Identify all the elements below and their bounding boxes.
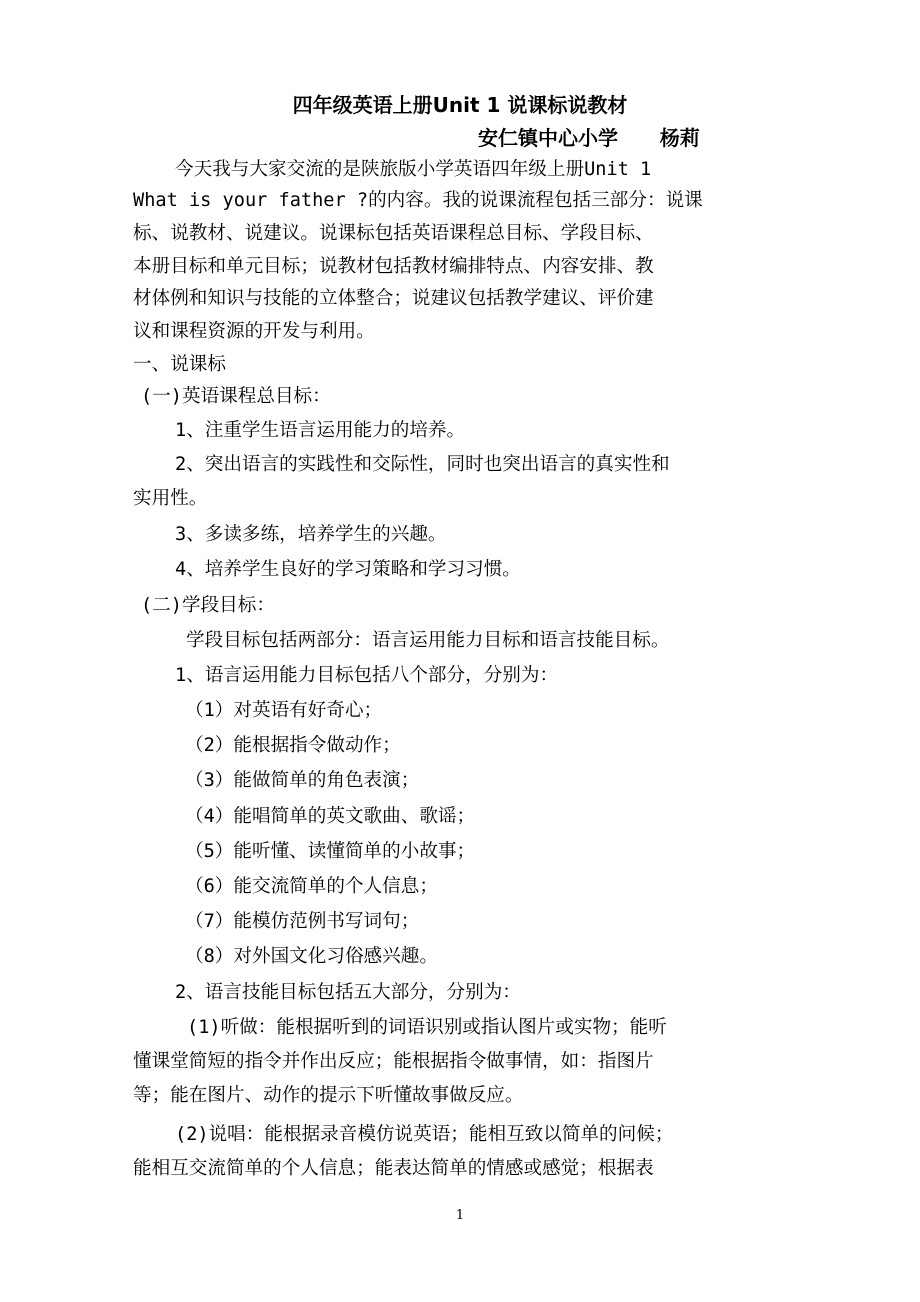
body-line: 实用性。 <box>133 488 208 509</box>
sub-list-item: （2）能根据指令做动作； <box>185 735 401 756</box>
sub-list-item: (2)说唱：能根据录音模仿说英语；能相互致以简单的问候； <box>175 1124 674 1145</box>
body-line: What is your father ?的内容。我的说课流程包括三部分：说课 <box>133 190 703 211</box>
list-item: 2、突出语言的实践性和交际性，同时也突出语言的真实性和 <box>175 454 670 475</box>
sub-list-item: （6）能交流简单的个人信息； <box>185 876 438 897</box>
sub-list-item: （7）能模仿范例书写词句； <box>185 911 420 932</box>
list-item: 1、语言运用能力目标包括八个部分，分别为： <box>175 665 559 686</box>
section-heading: 一、说课标 <box>133 354 226 375</box>
sub-list-item: (1)听做：能根据听到的词语识别或指认图片或实物；能听 <box>187 1017 667 1038</box>
list-item: 2、语言技能目标包括五大部分，分别为： <box>175 982 521 1003</box>
sub-list-item: （1）对英语有好奇心； <box>185 700 383 721</box>
sub-list-item: （4）能唱简单的英文歌曲、歌谣； <box>185 806 476 827</box>
body-line: 能相互交流简单的个人信息；能表达简单的情感或感觉；根据表 <box>133 1158 654 1179</box>
sub-list-item: （8）对外国文化习俗感兴趣。 <box>185 946 438 967</box>
list-item: 3、多读多练，培养学生的兴趣。 <box>175 524 447 545</box>
body-line: 本册目标和单元目标；说教材包括教材编排特点、内容安排、教 <box>133 256 654 277</box>
subsection-heading: (一)英语课程总目标： <box>141 386 331 407</box>
body-line: 懂课堂简短的指令并作出反应；能根据指令做事情，如：指图片 <box>133 1051 654 1072</box>
body-line: 议和课程资源的开发与利用。 <box>133 321 375 342</box>
body-line: 学段目标包括两部分：语言运用能力目标和语言技能目标。 <box>186 630 670 651</box>
body-line: 材体例和知识与技能的立体整合；说建议包括教学建议、评价建 <box>133 288 654 309</box>
body-line: 今天我与大家交流的是陕旅版小学英语四年级上册Unit 1 <box>175 159 652 180</box>
document-title: 四年级英语上册Unit 1 说课标说教材 <box>292 93 628 117</box>
body-line: 等；能在图片、动作的提示下听懂故事做反应。 <box>133 1085 524 1106</box>
list-item: 4、培养学生良好的学习策略和学习习惯。 <box>175 559 521 580</box>
body-line: 标、说教材、说建议。说课标包括英语课程总目标、学段目标、 <box>133 223 654 244</box>
list-item: 1、注重学生语言运用能力的培养。 <box>175 420 466 441</box>
page-number: 1 <box>455 1208 465 1223</box>
subsection-heading: (二)学段目标： <box>141 595 275 616</box>
sub-list-item: （3）能做简单的角色表演； <box>185 770 420 791</box>
author-line: 安仁镇中心小学 杨莉 <box>478 126 700 150</box>
sub-list-item: （5）能听懂、读懂简单的小故事； <box>185 841 476 862</box>
